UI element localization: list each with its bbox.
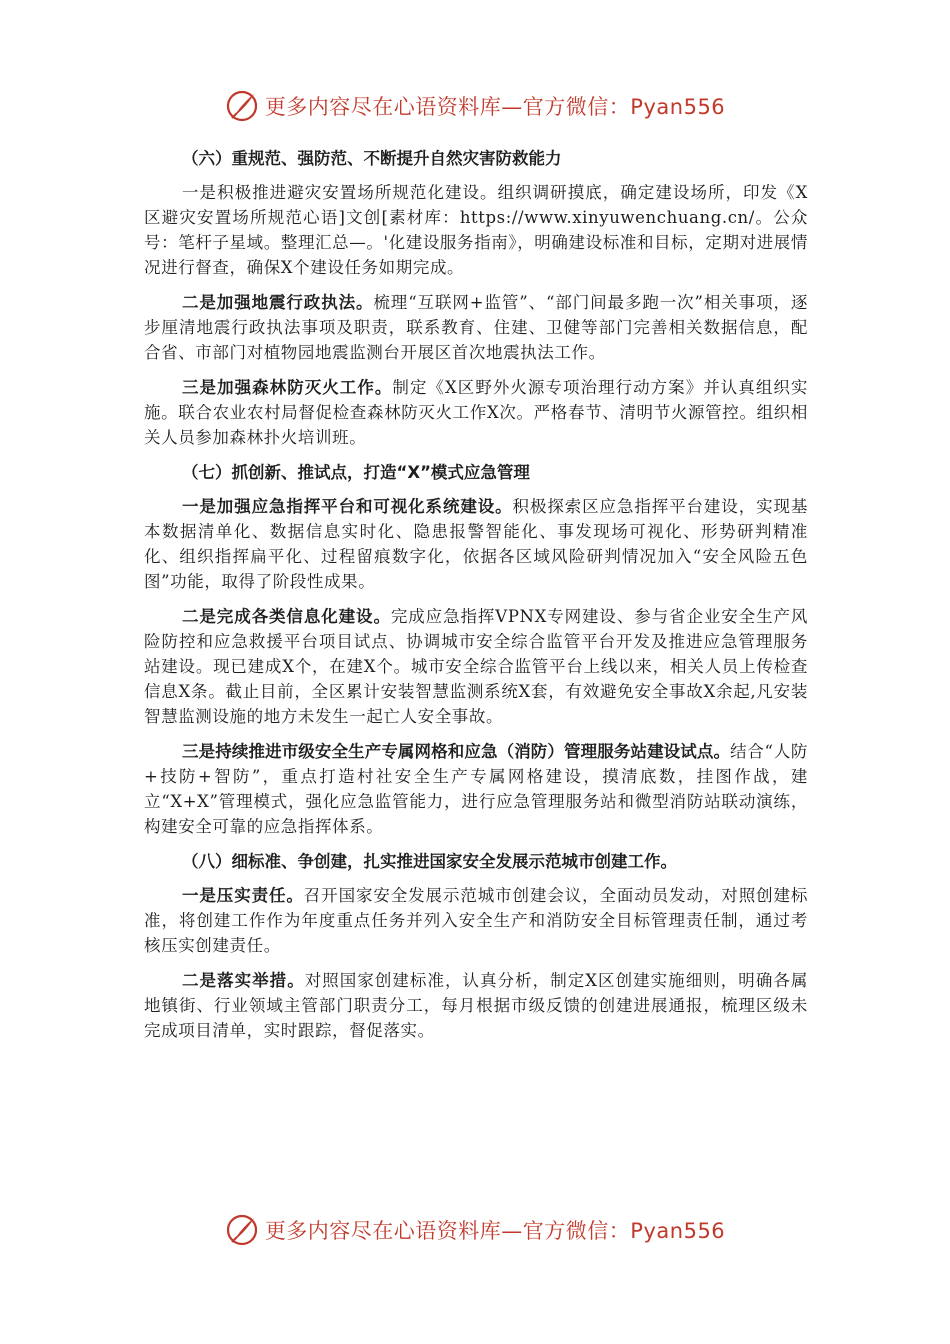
quill-logo-icon — [225, 1213, 259, 1247]
paragraph — [144, 180, 808, 280]
footer-watermark-banner — [0, 1206, 950, 1254]
paragraph — [144, 883, 808, 958]
paragraph — [144, 604, 808, 729]
paragraph-text: 一是积极推进避灾安置场所规范化建设。组织调研摸底，确定建设场所，印发《X区避灾安置场所规范心语]文创[素材库：https://www.xinyuwenchuang.cn/。公众号：笔杆子星域。整理汇总—。'化建设服务指南》，明确建设标准和目标，定期对进展情况进行督查，确保X个建设任务如期完成。 — [144, 183, 808, 277]
paragraph-text: 对照国家创建标准，认真分析，制定X区创建实施细则，明确各属地镇街、行业领域主管部门职责分工，每月根据市级反馈的创建进展通报，梳理区级未完成项目清单，实时跟踪，督促落实。 — [144, 971, 808, 1040]
paragraph — [144, 968, 808, 1043]
quill-logo-icon — [225, 89, 259, 123]
paragraph-lead: 三是加强森林防灭火工作。 — [182, 378, 393, 397]
paragraph-lead: 二是完成各类信息化建设。 — [182, 607, 391, 626]
paragraph-lead: 二是落实举措。 — [182, 971, 305, 990]
paragraph-lead: 二是加强地震行政执法。 — [182, 293, 374, 312]
header-watermark-banner — [0, 82, 950, 130]
banner-text: 更多内容尽在心语资料库—官方微信：Pyan556 — [264, 95, 726, 119]
section-heading: （八）细标准、争创建，扎实推进国家安全发展示范城市创建工作。 — [182, 852, 677, 871]
paragraph-text: 制定《X区野外火源专项治理行动方案》并认真组织实施。联合农业农村局督促检查森林防灭火工作X次。严格春节、清明节火源管控。组织相关人员参加森林扑火培训班。 — [144, 378, 809, 447]
paragraph — [144, 494, 808, 594]
paragraph-text: 结合“人防+技防+智防”，重点打造村社安全生产专属网格建设，摸清底数，挂图作战，建立“X+X”管理模式，强化应急监管能力，进行应急管理服务站和微型消防站联动演练，构建安全可靠的应急指挥体系。 — [144, 742, 808, 836]
paragraph-lead: 一是压实责任。 — [182, 886, 304, 905]
paragraph-text: 积极探索区应急指挥平台建设，实现基本数据清单化、数据信息实时化、隐患报警智能化、事发现场可视化、形势研判精准化、组织指挥扁平化、过程留痕数字化，依据各区域风险研判情况加入“安全风险五色图”功能，取得了阶段性成果。 — [144, 497, 808, 591]
paragraph-text: 完成应急指挥VPNX专网建设、参与省企业安全生产风险防控和应急救援平台项目试点、协调城市安全综合监管平台开发及推进应急管理服务站建设。现已建成X个，在建X个。城市安全综合监管平台上线以来，相关人员上传检查信息X条。截止目前，全区累计安装智慧监测系统X套，有效避免安全事故X余起,凡安装智慧监测设施的地方未发生一起亡人安全事故。 — [144, 607, 809, 726]
paragraph-text: 召开国家安全发展示范城市创建会议，全面动员发动，对照创建标准，将创建工作作为年度重点任务并列入安全生产和消防安全目标管理责任制，通过考核压实创建责任。 — [144, 886, 808, 955]
paragraph — [144, 375, 808, 450]
paragraph-lead: 三是持续推进市级安全生产专属网格和应急（消防）管理服务站建设试点。 — [182, 742, 731, 761]
paragraph — [144, 739, 808, 839]
section-heading: （六）重规范、强防范、不断提升自然灾害防救能力 — [182, 149, 562, 168]
section-heading: （七）抓创新、推试点，打造“X”模式应急管理 — [182, 463, 530, 482]
paragraph — [144, 290, 808, 365]
banner-text: 更多内容尽在心语资料库—官方微信：Pyan556 — [264, 1219, 726, 1243]
paragraph-lead: 一是加强应急指挥平台和可视化系统建设。 — [182, 497, 513, 516]
document-body — [144, 146, 808, 1053]
paragraph-text: 梳理“互联网+监管”、“部门间最多跑一次”相关事项，逐步厘清地震行政执法事项及职责，联系教育、住建、卫健等部门完善相关数据信息，配合省、市部门对植物园地震监测台开展区首次地震执法工作。 — [144, 293, 808, 362]
